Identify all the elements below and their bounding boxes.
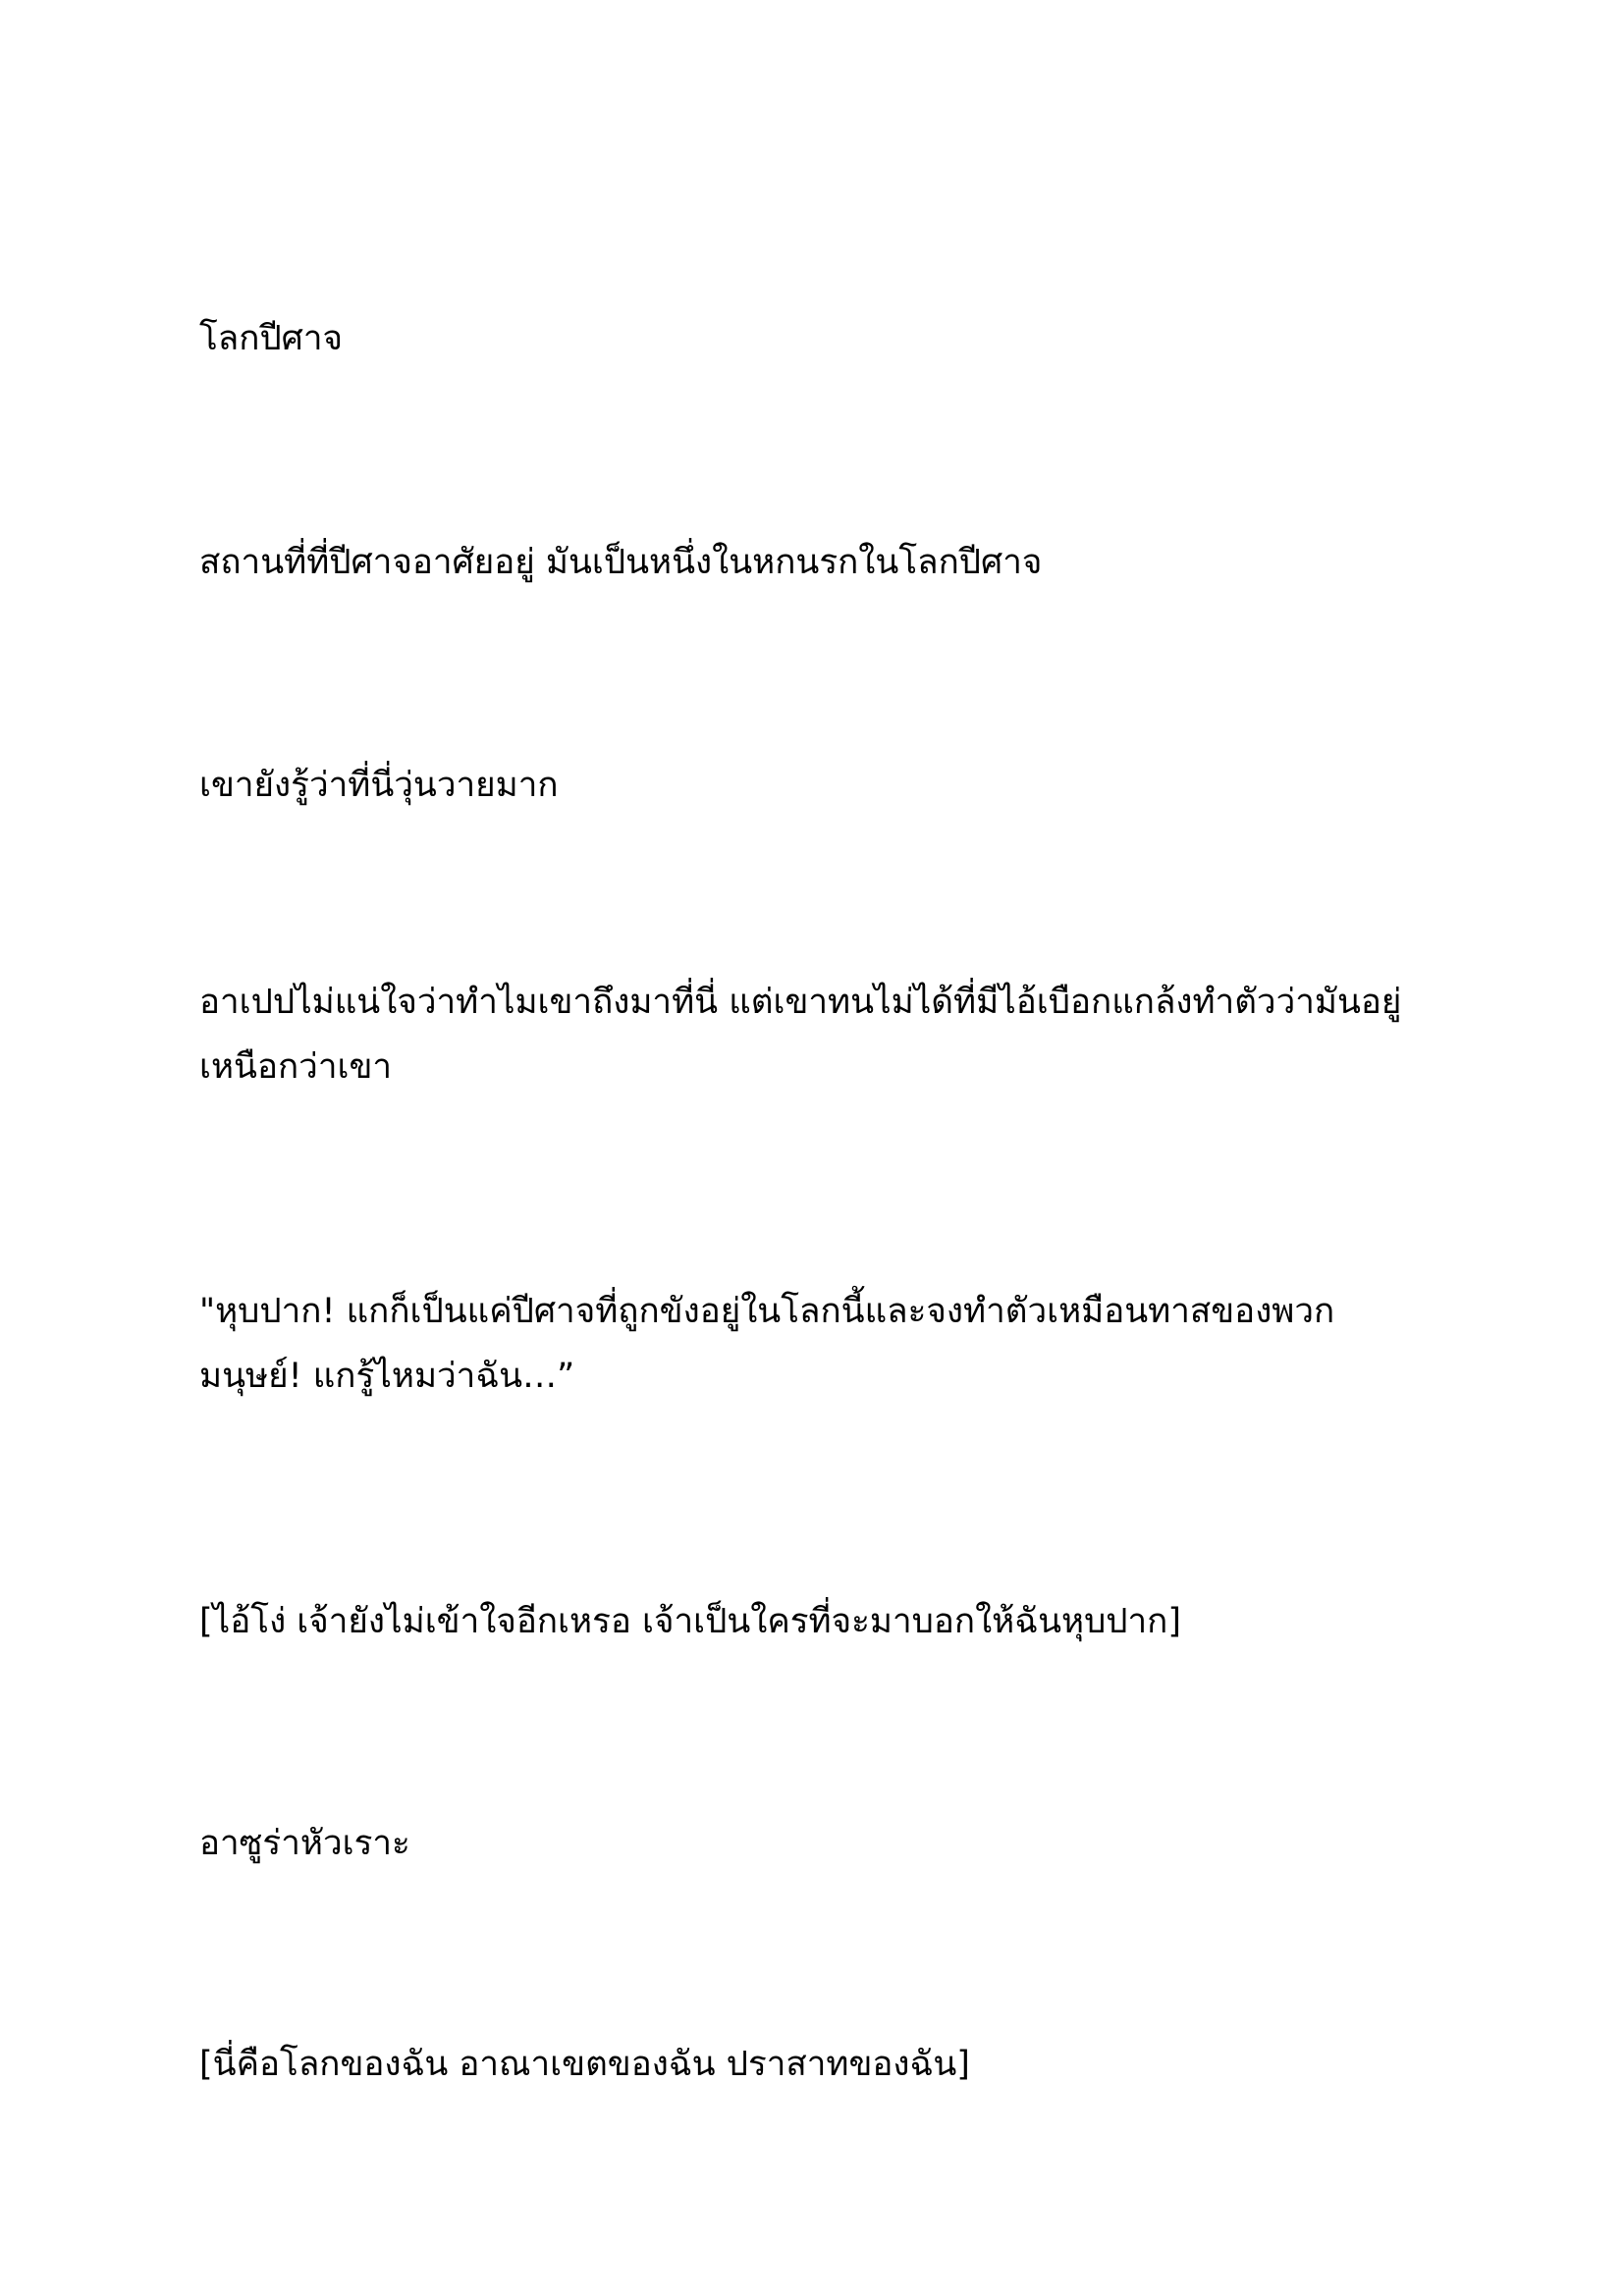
paragraph: อาซูร่าหัวเราะ bbox=[199, 1824, 410, 1863]
dialogue-paragraph: [นี่คือโลกของฉัน อาณาเขตของฉัน ปราสาทของฉัน] bbox=[199, 2045, 970, 2084]
paragraph: เขายังรู้ว่าที่นี่วุ่นวายมาก bbox=[199, 766, 559, 805]
paragraph-heading: โลกปีศาจ bbox=[199, 319, 344, 358]
paragraph: อาเปปไม่แน่ใจว่าทำไมเขาถึงมาที่นี่ แต่เขาทนไม่ได้ที่มีไอ้เบือกแกล้งทำตัวว่ามันอยู่เหนือกว่าเขา bbox=[199, 983, 1402, 1087]
dialogue-paragraph: [ไอ้โง่ เจ้ายังไม่เข้าใจอีกเหรอ เจ้าเป็นใครที่จะมาบอกให้ฉันหุบปาก] bbox=[199, 1602, 1182, 1641]
dialogue-paragraph: "หุบปาก! แกก็เป็นแค่ปีศาจที่ถูกขังอยู่ในโลกนี้และจงทำตัวเหมือนทาสของพวกมนุษย์! แกรู้ไหมว่าฉัน…” bbox=[199, 1292, 1335, 1396]
paragraph: สถานที่ที่ปีศาจอาศัยอยู่ มันเป็นหนึ่งในหกนรกในโลกปีศาจ bbox=[199, 543, 1043, 582]
